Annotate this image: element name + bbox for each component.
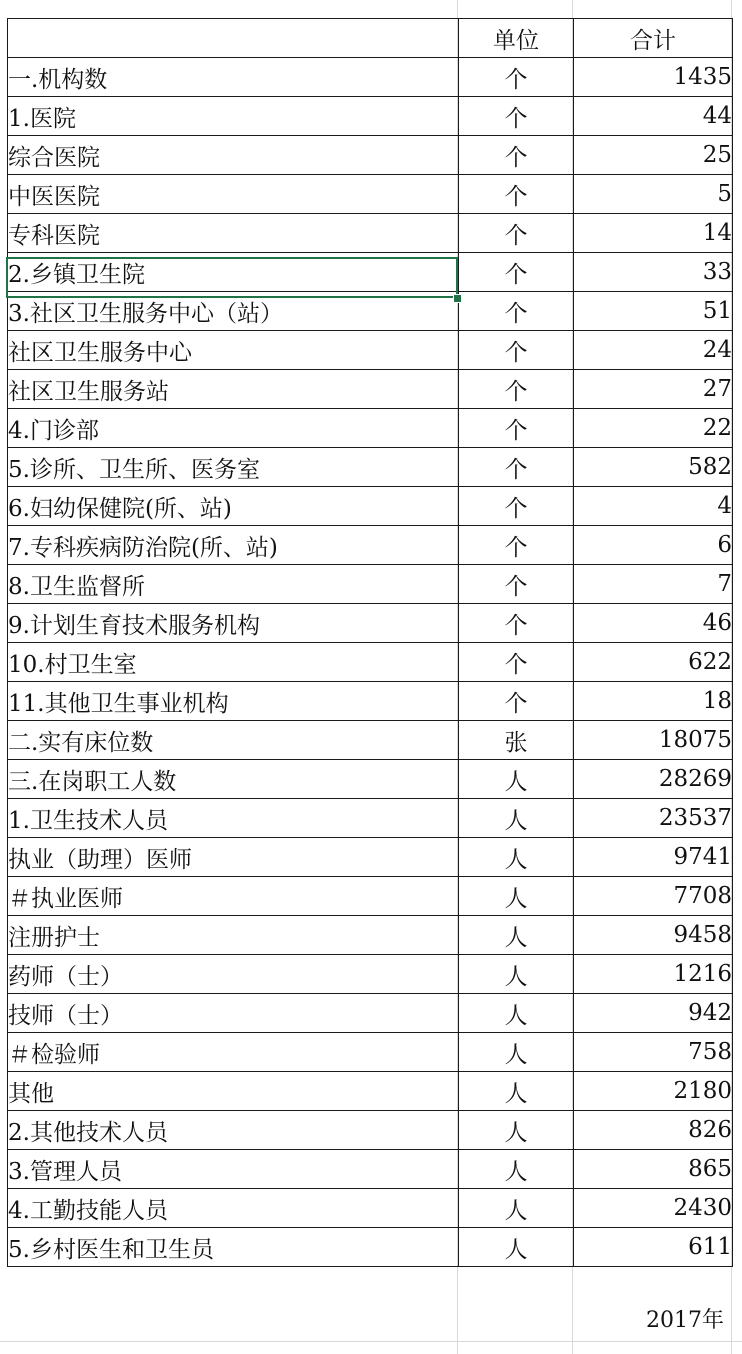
total-cell[interactable]: 942 [574,994,733,1033]
table-row [8,292,733,331]
table-row [8,175,733,214]
item-name-cell[interactable]: 综合医院 [8,136,459,175]
table-row [8,1072,733,1111]
item-name-cell[interactable]: 3.社区卫生服务中心（站） [8,292,459,331]
item-name-cell[interactable]: 三.在岗职工人数 [8,760,459,799]
item-name-cell[interactable]: 药师（士） [8,955,459,994]
unit-cell[interactable]: 张 [459,721,574,760]
item-name-cell[interactable]: 二.实有床位数 [8,721,459,760]
header-total-cell[interactable]: 合计 [574,19,733,58]
total-cell[interactable]: 27 [574,370,733,409]
total-cell[interactable]: 7708 [574,877,733,916]
year-cell[interactable]: 2017年 [646,1308,724,1333]
unit-cell[interactable]: 人 [459,760,574,799]
item-name-cell[interactable]: 10.村卫生室 [8,643,459,682]
unit-cell[interactable]: 个 [459,565,574,604]
item-name-cell[interactable]: 技师（士） [8,994,459,1033]
item-name-cell[interactable]: 9.计划生育技术服务机构 [8,604,459,643]
table-row [8,799,733,838]
gridline [0,1341,742,1342]
table-row [8,838,733,877]
table-row [8,955,733,994]
unit-cell[interactable]: 人 [459,1072,574,1111]
table-row [8,565,733,604]
item-name-cell[interactable]: 5.乡村医生和卫生员 [8,1228,459,1267]
table-row [8,916,733,955]
total-cell[interactable]: 25 [574,136,733,175]
unit-cell[interactable]: 个 [459,253,574,292]
table-row [8,682,733,721]
total-cell[interactable]: 5 [574,175,733,214]
unit-cell[interactable]: 个 [459,97,574,136]
total-cell[interactable]: 46 [574,604,733,643]
item-name-cell[interactable]: 1.卫生技术人员 [8,799,459,838]
total-cell[interactable]: 7 [574,565,733,604]
table-row [8,409,733,448]
total-cell[interactable]: 865 [574,1150,733,1189]
table-row [8,643,733,682]
total-cell[interactable]: 23537 [574,799,733,838]
unit-cell[interactable]: 个 [459,175,574,214]
total-cell[interactable]: 826 [574,1111,733,1150]
unit-cell[interactable]: 人 [459,1033,574,1072]
unit-cell[interactable]: 人 [459,1111,574,1150]
total-cell[interactable]: 582 [574,448,733,487]
item-name-cell[interactable]: 4.工勤技能人员 [8,1189,459,1228]
table-row [8,253,733,292]
table-row [8,1189,733,1228]
unit-cell[interactable]: 人 [459,1189,574,1228]
item-name-cell[interactable]: ＃执业医师 [8,877,459,916]
total-cell[interactable]: 611 [574,1228,733,1267]
table-row [8,1228,733,1267]
total-cell[interactable]: 51 [574,292,733,331]
total-cell[interactable]: 44 [574,97,733,136]
unit-cell[interactable]: 个 [459,331,574,370]
total-cell[interactable]: 2430 [574,1189,733,1228]
table-row [8,721,733,760]
total-cell[interactable]: 14 [574,214,733,253]
table-row [8,526,733,565]
total-cell[interactable]: 9458 [574,916,733,955]
table-row [8,1111,733,1150]
table-row [8,487,733,526]
fill-handle[interactable] [453,294,462,303]
item-name-cell[interactable]: 其他 [8,1072,459,1111]
table-row [8,877,733,916]
table-row [8,370,733,409]
item-name-cell[interactable]: 中医医院 [8,175,459,214]
statistics-table [7,18,733,1267]
header-item-cell[interactable] [8,19,459,58]
unit-cell[interactable]: 个 [459,292,574,331]
table-row [8,448,733,487]
item-name-cell[interactable]: 4.门诊部 [8,409,459,448]
total-cell[interactable]: 22 [574,409,733,448]
item-name-cell[interactable]: 5.诊所、卫生所、医务室 [8,448,459,487]
item-name-cell[interactable]: 一.机构数 [8,58,459,97]
item-name-cell[interactable]: 注册护士 [8,916,459,955]
unit-cell[interactable]: 人 [459,955,574,994]
item-name-cell[interactable]: 1.医院 [8,97,459,136]
table-row [8,1033,733,1072]
unit-cell[interactable]: 人 [459,1228,574,1267]
item-name-cell[interactable]: 2.其他技术人员 [8,1111,459,1150]
item-name-cell[interactable]: 3.管理人员 [8,1150,459,1189]
unit-cell[interactable]: 人 [459,877,574,916]
total-cell[interactable]: 24 [574,331,733,370]
item-name-cell[interactable]: 6.妇幼保健院(所、站) [8,487,459,526]
unit-cell[interactable]: 人 [459,1150,574,1189]
table-row [8,331,733,370]
total-cell[interactable]: 33 [574,253,733,292]
table-row [8,58,733,97]
header-row [8,19,733,58]
total-cell[interactable]: 9741 [574,838,733,877]
unit-cell[interactable]: 个 [459,136,574,175]
total-cell[interactable]: 1435 [574,58,733,97]
total-cell[interactable]: 6 [574,526,733,565]
table-row [8,214,733,253]
table-row [8,97,733,136]
total-cell[interactable]: 18 [574,682,733,721]
unit-cell[interactable]: 人 [459,838,574,877]
item-name-cell[interactable]: 社区卫生服务站 [8,370,459,409]
table-row [8,136,733,175]
unit-cell[interactable]: 个 [459,604,574,643]
total-cell[interactable]: 1216 [574,955,733,994]
total-cell[interactable]: 758 [574,1033,733,1072]
total-cell[interactable]: 28269 [574,760,733,799]
item-name-cell[interactable]: 专科医院 [8,214,459,253]
header-unit-cell[interactable]: 单位 [459,19,574,58]
table-row [8,1150,733,1189]
item-name-cell[interactable]: ＃检验师 [8,1033,459,1072]
unit-cell[interactable]: 个 [459,448,574,487]
total-cell[interactable]: 18075 [574,721,733,760]
unit-cell[interactable]: 个 [459,682,574,721]
unit-cell[interactable]: 个 [459,409,574,448]
unit-cell[interactable]: 个 [459,526,574,565]
unit-cell[interactable]: 人 [459,916,574,955]
table-row [8,760,733,799]
item-name-cell[interactable]: 7.专科疾病防治院(所、站) [8,526,459,565]
item-name-cell[interactable]: 8.卫生监督所 [8,565,459,604]
table-row [8,994,733,1033]
unit-cell[interactable]: 个 [459,58,574,97]
item-name-cell[interactable]: 2.乡镇卫生院 [8,253,459,292]
unit-cell[interactable]: 个 [459,214,574,253]
total-cell[interactable]: 622 [574,643,733,682]
item-name-cell[interactable]: 社区卫生服务中心 [8,331,459,370]
unit-cell[interactable]: 个 [459,643,574,682]
unit-cell[interactable]: 人 [459,994,574,1033]
unit-cell[interactable]: 个 [459,487,574,526]
item-name-cell[interactable]: 执业（助理）医师 [8,838,459,877]
unit-cell[interactable]: 个 [459,370,574,409]
item-name-cell[interactable]: 11.其他卫生事业机构 [8,682,459,721]
total-cell[interactable]: 4 [574,487,733,526]
table-row [8,604,733,643]
unit-cell[interactable]: 人 [459,799,574,838]
total-cell[interactable]: 2180 [574,1072,733,1111]
